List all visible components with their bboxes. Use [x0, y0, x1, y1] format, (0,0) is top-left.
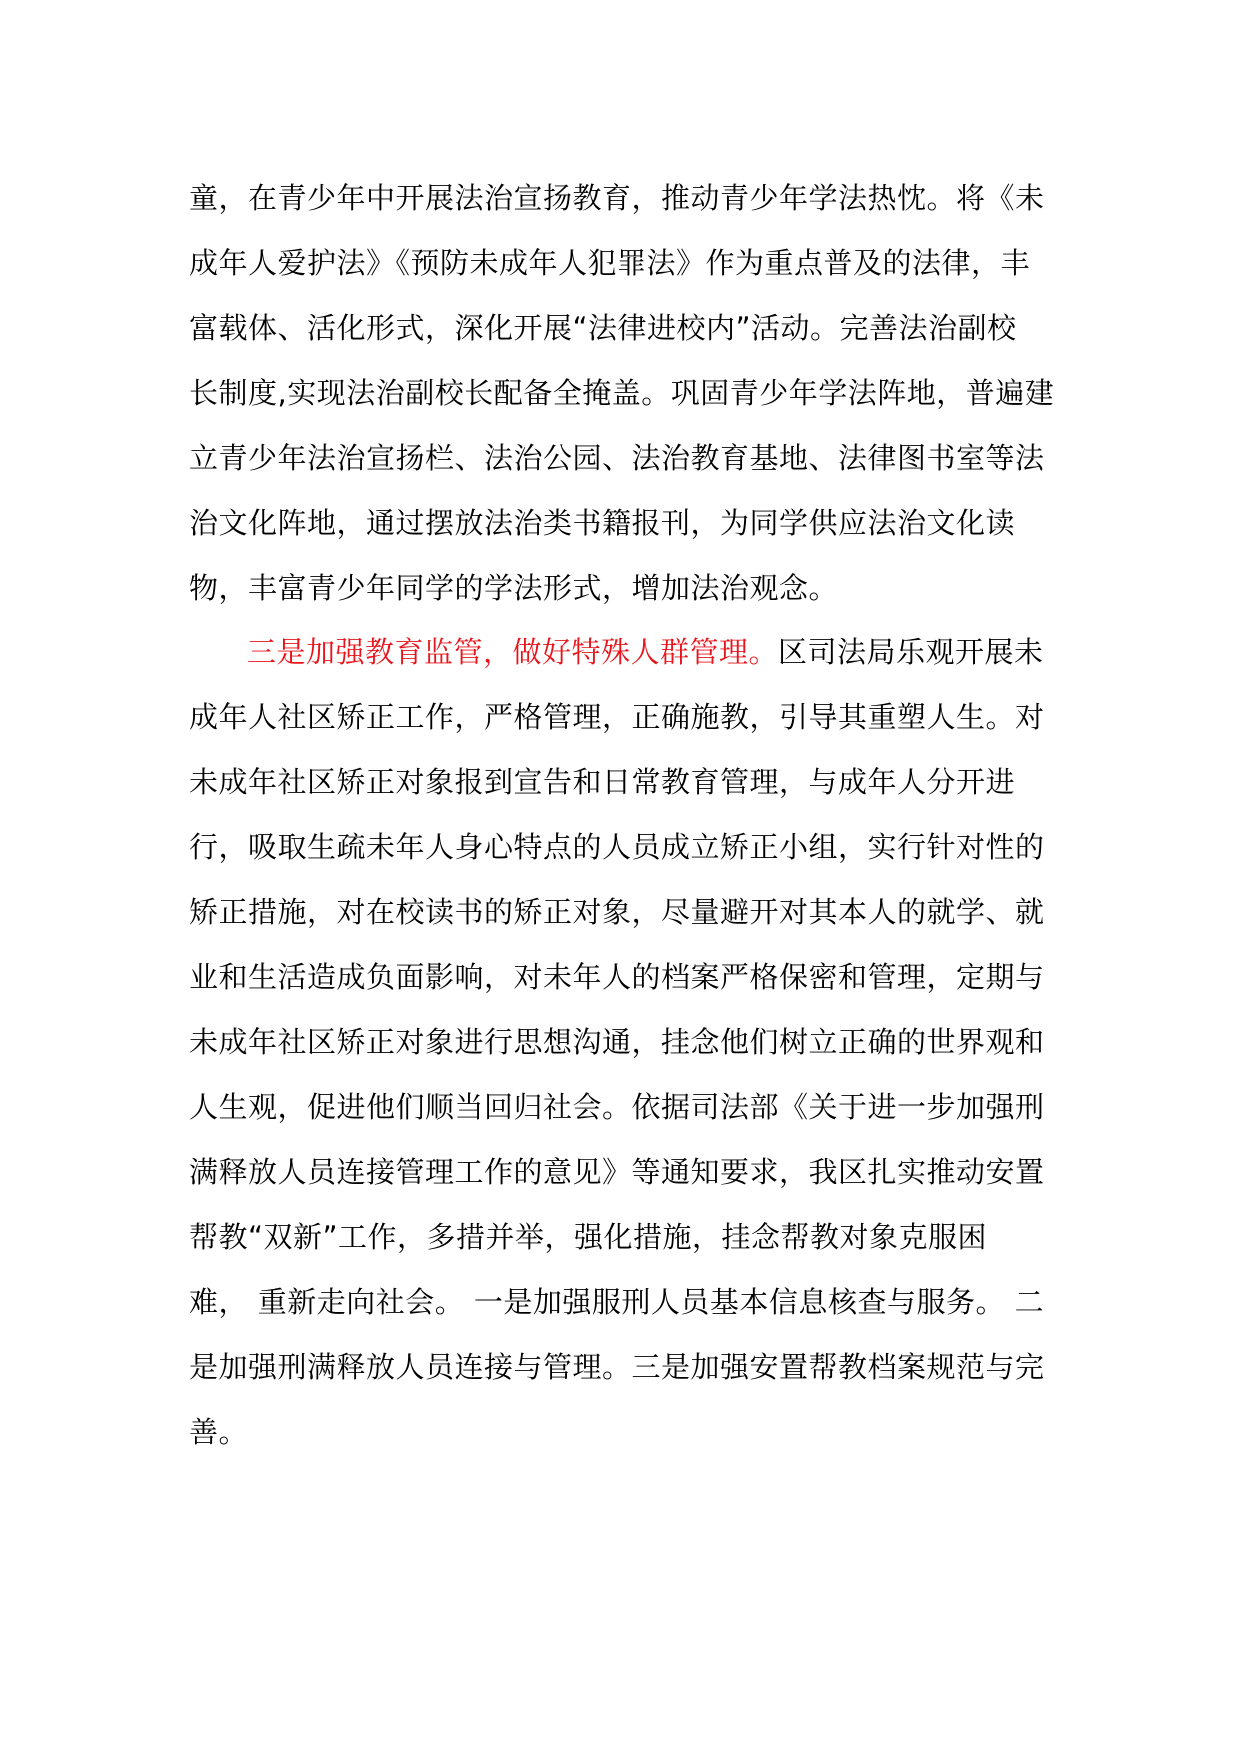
paragraph-line: 矫正措施，对在校读书的矫正对象，尽量避开对其本人的就学、就	[189, 895, 1045, 929]
paragraph-line: 人生观，促进他们顺当回归社会。依据司法部《关于进一步加强刑	[189, 1090, 1045, 1124]
paragraph-line: 长制度,实现法治副校长配备全掩盖。巩固青少年学法阵地，普遍建	[189, 376, 1055, 410]
paragraph-line: 善。	[189, 1415, 249, 1449]
paragraph-line: 未成年社区矫正对象报到宣告和日常教育管理，与成年人分开进	[189, 765, 1016, 799]
paragraph-line: 富载体、活化形式，深化开展“法律进校内”活动。完善法治副校	[189, 311, 1017, 345]
paragraph-line-rest: 区司法局乐观开展未	[778, 635, 1044, 669]
paragraph-line: 成年人社区矫正工作，严格管理，正确施教，引导其重塑人生。对	[189, 700, 1045, 734]
section-heading-highlight: 三是加强教育监管，做好特殊人群管理。	[247, 635, 779, 669]
paragraph-line: 难， 重新走向社会。 一是加强服刑人员基本信息核查与服务。 二	[189, 1285, 1045, 1319]
paragraph-line: 是加强刑满释放人员连接与管理。三是加强安置帮教档案规范与完	[189, 1350, 1045, 1384]
paragraph-2	[189, 620, 1059, 1465]
paragraph-line: 治文化阵地，通过摆放法治类书籍报刊，为同学供应法治文化读	[189, 506, 1016, 540]
paragraph-line: 未成年社区矫正对象进行思想沟通，挂念他们树立正确的世界观和	[189, 1025, 1045, 1059]
paragraph-line: 满释放人员连接管理工作的意见》等通知要求，我区扎实推动安置	[189, 1155, 1045, 1189]
paragraph-first-line	[189, 620, 1059, 685]
paragraph-line: 行，吸取生疏未年人身心特点的人员成立矫正小组，实行针对性的	[189, 830, 1045, 864]
paragraph-line: 业和生活造成负面影响，对未年人的档案严格保密和管理，定期与	[189, 960, 1045, 994]
paragraph-line: 立青少年法治宣扬栏、法治公园、法治教育基地、法律图书室等法	[189, 441, 1045, 475]
paragraph-line: 帮教“双新”工作，多措并举，强化措施，挂念帮教对象克服困	[189, 1220, 988, 1254]
paragraph-line: 成年人爱护法》《预防未成年人犯罪法》作为重点普及的法律，丰	[189, 246, 1031, 280]
paragraph-line: 物，丰富青少年同学的学法形式，增加法治观念。	[189, 571, 839, 605]
paragraph-1	[189, 166, 1059, 621]
paragraph-line: 童，在青少年中开展法治宣扬教育，推动青少年学法热忱。将《未	[189, 181, 1045, 215]
